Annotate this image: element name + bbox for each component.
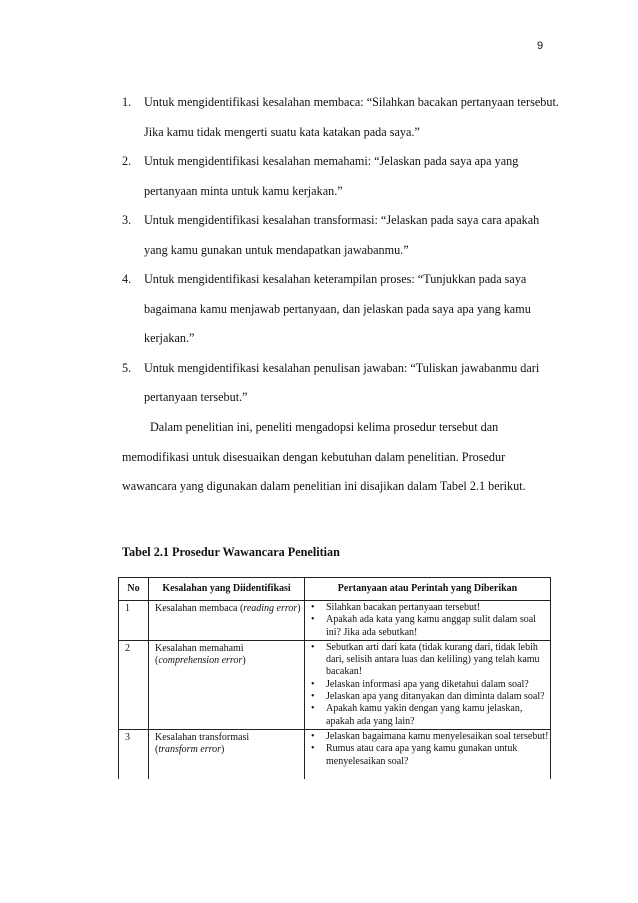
row-number: 2: [119, 640, 149, 729]
question-text: Sebutkan arti dari kata (tidak kurang dari, tidak lebih dari, selisih antara luas dan keliling) yang telah kamu bacakan!: [326, 641, 540, 678]
interview-procedure-table: [118, 577, 551, 779]
bullet-icon: •: [311, 614, 315, 626]
error-close: ): [297, 603, 301, 614]
question-text: Jelaskan bagaimana kamu menyelesaikan soal tersebut!: [326, 730, 549, 742]
error-type-cell: Kesalahan transformasi (transform error): [149, 729, 305, 779]
list-item-number: 3.: [122, 213, 132, 227]
list-item-number: 5.: [122, 360, 132, 375]
row-number: 3: [119, 729, 149, 779]
question-text: Silahkan bacakan pertanyaan tersebut!: [326, 602, 481, 613]
interview-steps-list: [122, 88, 562, 413]
question-text: Apakah kamu yakin dengan yang kamu jelaskan, apakah ada yang lain?: [326, 703, 523, 727]
question-cell: [305, 601, 551, 641]
list-item-text: Untuk mengidentifikasi kesalahan penulisan jawaban: “Tuliskan jawabanmu dari pertanyaan tersebut.”: [144, 360, 540, 404]
list-item: [311, 679, 550, 691]
error-name: Kesalahan membaca (: [155, 603, 244, 614]
list-item-number: 2.: [122, 154, 132, 168]
table-row: [119, 601, 551, 641]
question-text: Rumus atau cara apa yang kamu gunakan untuk menyelesaikan soal?: [326, 743, 518, 767]
header-no: No: [119, 578, 149, 601]
row-number: 1: [119, 601, 149, 641]
bullet-icon: •: [311, 730, 315, 742]
error-term: reading error: [243, 603, 298, 614]
list-item-text: Untuk mengidentifikasi kesalahan memahami: “Jelaskan pada saya apa yang pertanyaan minta untuk kamu kerjakan.”: [144, 154, 519, 198]
bullet-icon: •: [311, 703, 315, 715]
list-item: [122, 88, 562, 147]
list-item: [311, 602, 550, 614]
list-item: [122, 354, 562, 413]
header-question: Pertanyaan atau Perintah yang Diberikan: [305, 578, 551, 601]
body-paragraph: [122, 413, 552, 502]
question-text: Jelaskan apa yang ditanyakan dan diminta dalam soal?: [326, 691, 545, 703]
error-term: transform error: [158, 744, 222, 756]
table-header-row: [119, 578, 551, 601]
list-item: [311, 731, 550, 743]
list-item: [311, 743, 550, 768]
list-item: [311, 703, 550, 728]
list-item: [311, 642, 550, 679]
question-text: Apakah ada kata yang kamu anggap sulit dalam soal ini? Jika ada sebutkan!: [326, 614, 536, 638]
error-type-cell: Kesalahan memahami (comprehension error): [149, 640, 305, 729]
paragraph-text: Dalam penelitian ini, peneliti mengadopsi kelima prosedur tersebut dan memodifikasi untuk disesuaikan dengan kebutuhan dalam penelitian. Prosedur wawancara yang digunakan dalam penelitian ini disajikan dalam Tabel 2.1 berikut.: [122, 420, 526, 494]
table-title: Tabel 2.1 Prosedur Wawancara Penelitian: [122, 545, 340, 559]
table-row: [119, 640, 551, 729]
list-item-text: Untuk mengidentifikasi kesalahan transformasi: “Jelaskan pada saya cara apakah yang kamu gunakan untuk mendapatkan jawabanmu.”: [144, 213, 540, 257]
question-cell: [305, 729, 551, 779]
bullet-icon: •: [311, 678, 315, 690]
page-number: 9: [537, 40, 544, 52]
error-close: ): [242, 655, 246, 667]
table-row: [119, 729, 551, 779]
error-type-cell: [149, 601, 305, 641]
list-item: [122, 206, 562, 265]
list-item: [122, 265, 562, 354]
question-cell: [305, 640, 551, 729]
list-item-number: 4.: [122, 272, 132, 286]
list-item: [122, 147, 562, 206]
bullet-icon: •: [311, 743, 315, 755]
error-name: Kesalahan memahami: [155, 642, 244, 654]
list-item: [311, 614, 550, 639]
question-text: Jelaskan informasi apa yang diketahui dalam soal?: [326, 678, 529, 690]
bullet-icon: •: [311, 691, 315, 703]
list-item: [311, 691, 550, 703]
list-item-text: Untuk mengidentifikasi kesalahan membaca: “Silahkan bacakan pertanyaan tersebut. Jika kamu tidak mengerti suatu kata katakan pada saya.”: [144, 95, 559, 139]
error-close: ): [221, 744, 225, 756]
list-item-number: 1.: [122, 95, 132, 109]
error-name: Kesalahan transformasi: [155, 731, 250, 743]
list-item-text: Untuk mengidentifikasi kesalahan keterampilan proses: “Tunjukkan pada saya bagaimana kamu menjawab pertanyaan, dan jelaskan pada saya apa yang kamu kerjakan.”: [144, 272, 531, 345]
bullet-icon: •: [311, 641, 315, 653]
error-term: comprehension error: [158, 655, 243, 667]
header-error: Kesalahan yang Diidentifikasi: [149, 578, 305, 601]
bullet-icon: •: [311, 602, 315, 613]
